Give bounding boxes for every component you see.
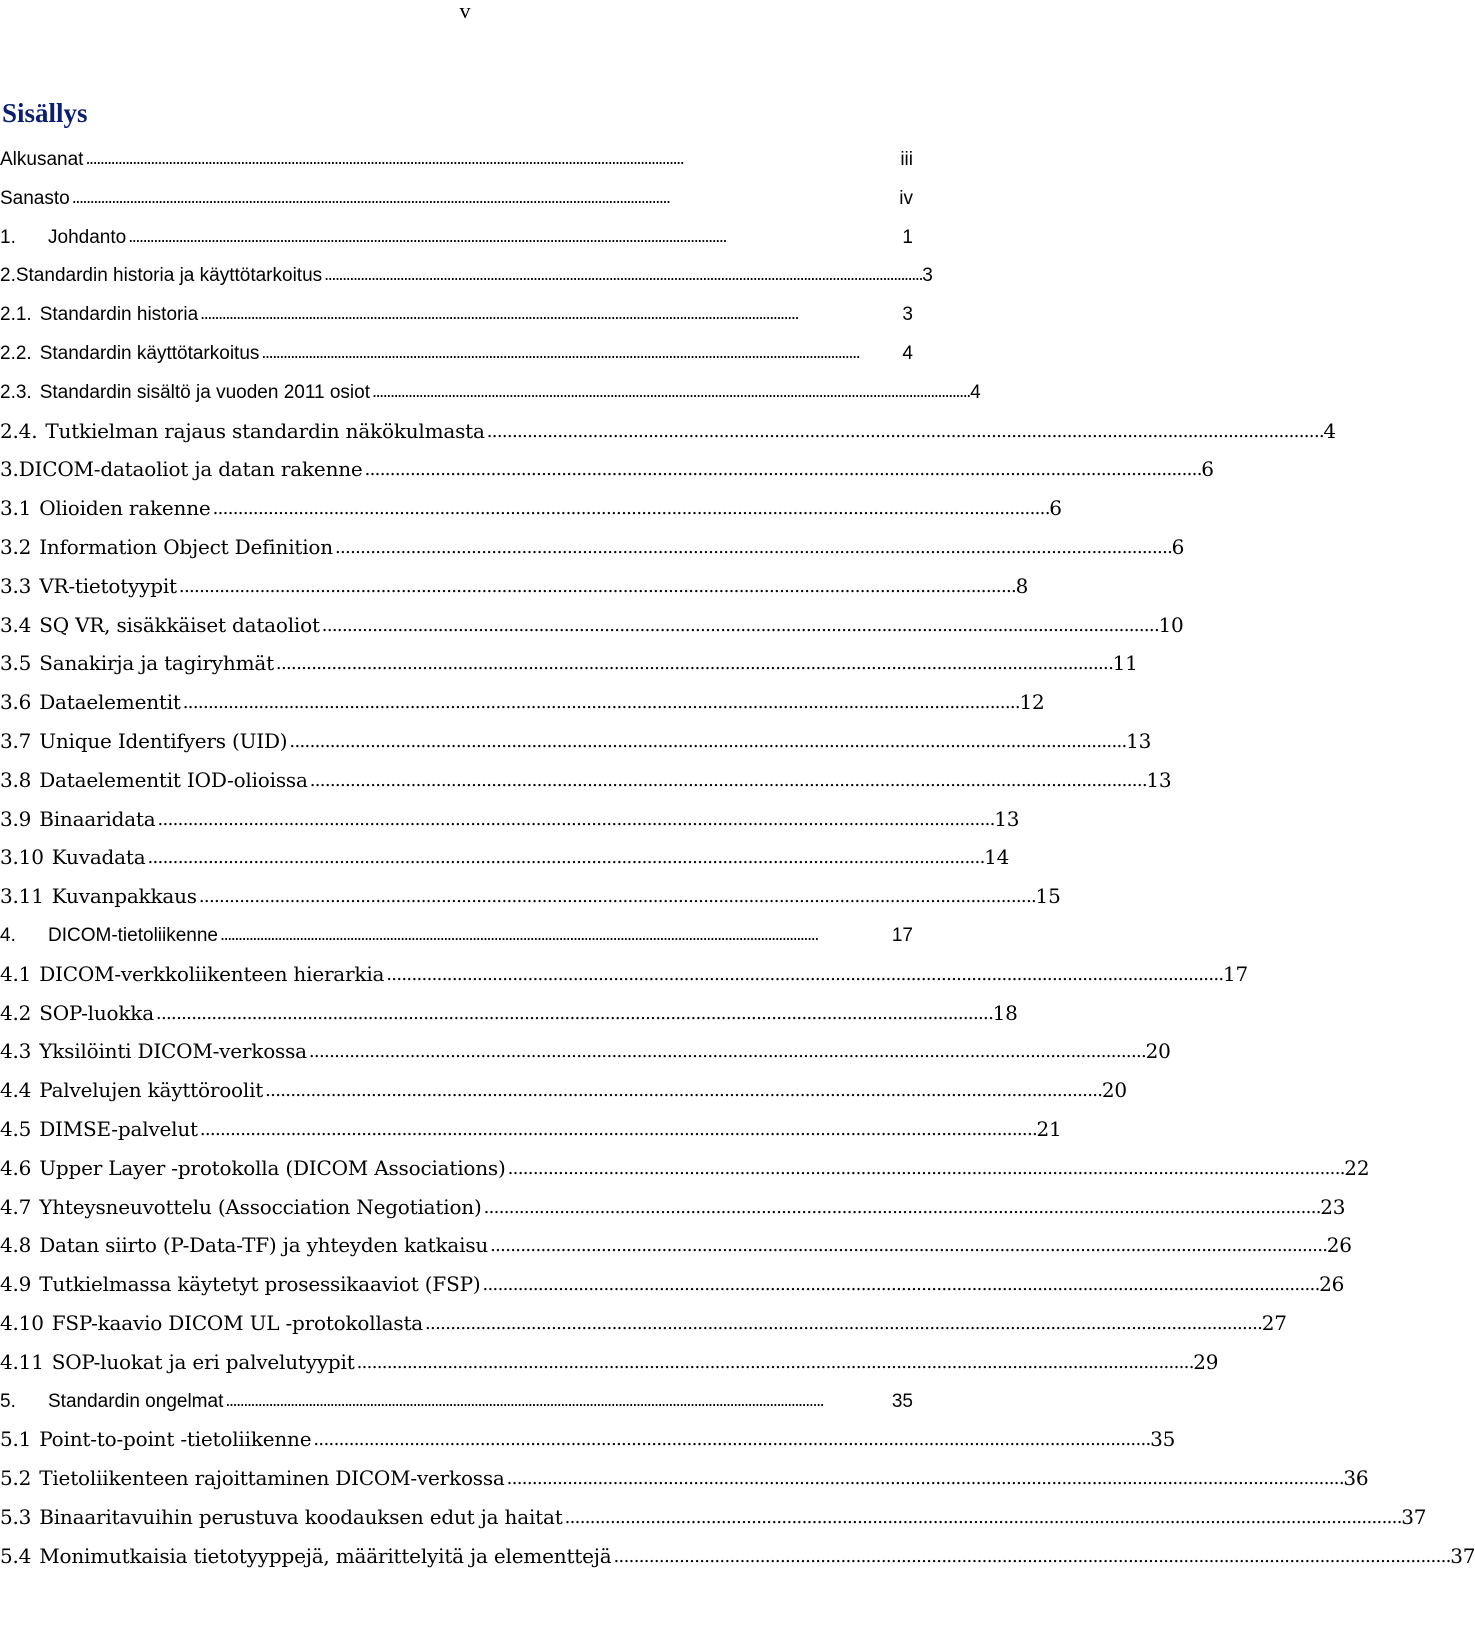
toc-entry-page: 37: [1401, 1504, 1427, 1529]
toc-entry[interactable]: [0, 299, 913, 338]
toc-entry-number: 2.2.: [0, 342, 32, 364]
toc-dot-leader: [147, 841, 982, 873]
toc-entry[interactable]: [0, 338, 913, 377]
toc-entry-label: Sanakirja ja tagiryhmät: [39, 651, 274, 676]
toc-entry-label: Point-to-point -tietoliikenne: [39, 1427, 312, 1452]
toc-dot-leader: [220, 919, 890, 950]
toc-entry-label: DICOM-dataoliot ja datan rakenne: [18, 457, 363, 482]
toc-entry-label: DICOM-verkkoliikenteen hierarkia: [39, 961, 385, 986]
toc-entry[interactable]: [0, 532, 1185, 571]
toc-entry-number: 3.6: [0, 690, 32, 715]
toc-entry[interactable]: [0, 765, 1172, 804]
toc-dot-leader: [365, 453, 1200, 485]
toc-entry-page: 13: [1146, 767, 1172, 792]
toc-entry[interactable]: [0, 416, 1336, 455]
toc-dot-leader: [225, 1385, 890, 1416]
toc-dot-leader: [313, 1423, 1148, 1455]
toc-entry-label: Dataelementit IOD-olioissa: [39, 767, 308, 792]
toc-entry-number: 3.9: [0, 806, 32, 831]
toc-entry[interactable]: [0, 998, 1018, 1037]
toc-entry-number: 3.8: [0, 767, 32, 792]
toc-entry-label: VR-tietotyypit: [39, 573, 177, 598]
toc-entry[interactable]: [0, 1502, 1427, 1541]
toc-entry-label: Tietoliikenteen rajoittaminen DICOM-verkossa: [39, 1466, 505, 1491]
page-number: v: [459, 0, 471, 23]
toc-entry-page: 3: [902, 304, 913, 326]
toc-entry[interactable]: [0, 571, 1029, 610]
toc-dot-leader: [200, 298, 900, 329]
toc-entry-page: 26: [1319, 1272, 1345, 1297]
toc-entry-label: Tutkielman rajaus standardin näkökulmasta: [45, 418, 485, 443]
toc-dot-leader: [276, 647, 1111, 679]
toc-dot-leader: [322, 609, 1157, 641]
toc-entry-number: 3.3: [0, 573, 32, 598]
toc-entry-label: SOP-luokka: [39, 1000, 154, 1025]
toc-entry-label: Standardin ongelmat: [48, 1390, 224, 1412]
toc-dot-leader: [425, 1307, 1260, 1339]
toc-entry-page: 27: [1261, 1310, 1287, 1335]
toc-entry[interactable]: [0, 377, 981, 416]
toc-dot-leader: [357, 1346, 1192, 1378]
toc-entry[interactable]: [0, 222, 913, 261]
toc-dot-leader: [565, 1501, 1400, 1533]
toc-entry-label: Yksilöinti DICOM-verkossa: [39, 1039, 307, 1064]
toc-entry[interactable]: [0, 726, 1152, 765]
toc-entry-number: 5.1: [0, 1427, 32, 1452]
toc-entry-page: 4: [970, 381, 981, 403]
toc-entry-label: Yhteysneuvottelu (Assocciation Negotiation): [39, 1194, 482, 1219]
toc-dot-leader: [487, 415, 1322, 447]
toc-dot-leader: [183, 686, 1018, 718]
toc-entry-number: 4.9: [0, 1272, 32, 1297]
toc-entry-page: 13: [1126, 728, 1152, 753]
toc-entry[interactable]: [0, 1424, 1176, 1463]
toc-entry[interactable]: [0, 959, 1248, 998]
toc-entry-label: Dataelementit: [39, 690, 181, 715]
toc-entry-label: Sanasto: [0, 187, 70, 209]
toc-entry-page: 4: [902, 342, 913, 364]
toc-entry-page: 35: [1150, 1427, 1176, 1452]
toc-entry-label: Johdanto: [48, 226, 127, 248]
toc-entry-number: 1.: [0, 226, 16, 248]
toc-entry-label: Binaaritavuihin perustuva koodauksen edut ja haitat: [39, 1504, 563, 1529]
toc-entry-number: 3.11: [0, 884, 44, 909]
toc-entry[interactable]: [0, 1075, 1127, 1114]
toc-entry-page: 17: [1222, 961, 1248, 986]
toc-dot-leader: [335, 531, 1170, 563]
toc-entry-page: 14: [984, 845, 1010, 870]
toc-entry[interactable]: [0, 687, 1045, 726]
toc-entry[interactable]: [0, 610, 1184, 649]
toc-entry-page: 26: [1326, 1233, 1352, 1258]
toc-dot-leader: [372, 376, 968, 407]
toc-dot-leader: [482, 1268, 1317, 1300]
toc-title: Sisällys: [2, 98, 88, 128]
toc-entry-label: Standardin historia: [39, 304, 199, 326]
toc-entry[interactable]: [0, 1114, 1062, 1153]
toc-entry[interactable]: [0, 183, 913, 222]
toc-dot-leader: [614, 1540, 1449, 1572]
table-of-contents: [0, 144, 1475, 1579]
toc-entry[interactable]: [0, 842, 1010, 881]
toc-entry-number: 3.2: [0, 534, 32, 559]
toc-entry-label: Datan siirto (P-Data-TF) ja yhteyden katkaisu: [39, 1233, 489, 1258]
toc-dot-leader: [261, 337, 900, 368]
toc-entry-label: Upper Layer -protokolla (DICOM Associations): [39, 1155, 506, 1180]
toc-entry[interactable]: [0, 1153, 1370, 1192]
toc-entry-label: Olioiden rakenne: [39, 496, 211, 521]
toc-entry-label: Information Object Definition: [39, 534, 333, 559]
toc-entry-page: 20: [1145, 1039, 1171, 1064]
toc-entry[interactable]: [0, 1541, 1475, 1580]
toc-dot-leader: [324, 259, 920, 290]
toc-entry-number: 2.: [0, 265, 16, 287]
toc-entry-number: 4.6: [0, 1155, 32, 1180]
toc-dot-leader: [199, 880, 1034, 912]
toc-entry[interactable]: [0, 493, 1062, 532]
toc-dot-leader: [200, 1113, 1035, 1145]
toc-entry-page: 4: [1323, 418, 1336, 443]
toc-entry-page: 10: [1158, 612, 1184, 637]
toc-entry[interactable]: [0, 260, 933, 299]
toc-dot-leader: [490, 1229, 1325, 1261]
toc-entry-label: SOP-luokat ja eri palvelutyypit: [51, 1349, 355, 1374]
toc-entry-label: Tutkielmassa käytetyt prosessikaaviot (FSP): [39, 1272, 481, 1297]
toc-entry-page: iv: [899, 187, 913, 209]
toc-entry[interactable]: [0, 920, 913, 959]
toc-dot-leader: [309, 1035, 1144, 1067]
toc-entry-number: 2.4.: [0, 418, 38, 443]
toc-entry-page: 12: [1019, 690, 1045, 715]
toc-entry-number: 5.: [0, 1390, 16, 1412]
toc-entry-number: 4.: [0, 924, 16, 946]
toc-entry-number: 3.5: [0, 651, 32, 676]
toc-entry-label: Alkusanat: [0, 149, 84, 170]
toc-entry-page: 20: [1101, 1078, 1127, 1103]
toc-entry-number: 4.8: [0, 1233, 32, 1258]
toc-entry-page: iii: [900, 149, 913, 170]
toc-dot-leader: [179, 570, 1014, 602]
toc-entry[interactable]: [0, 454, 1214, 493]
toc-dot-leader: [158, 803, 993, 835]
toc-entry-label: SQ VR, sisäkkäiset dataoliot: [39, 612, 320, 637]
toc-entry-number: 3.: [0, 457, 19, 482]
toc-entry-page: 8: [1015, 573, 1029, 598]
toc-entry-label: Monimutkaisia tietotyyppejä, määrittelyitä ja elementtejä: [39, 1543, 612, 1568]
toc-entry-page: 18: [992, 1000, 1018, 1025]
toc-entry-number: 3.10: [0, 845, 44, 870]
toc-entry[interactable]: [0, 1230, 1352, 1269]
toc-entry[interactable]: [0, 1192, 1346, 1231]
toc-entry-number: 4.2: [0, 1000, 32, 1025]
toc-dot-leader: [265, 1074, 1100, 1106]
toc-entry-number: 4.1: [0, 961, 32, 986]
toc-entry[interactable]: [0, 1386, 913, 1425]
toc-entry-page: 6: [1171, 534, 1185, 559]
toc-entry-number: 5.3: [0, 1504, 32, 1529]
toc-dot-leader: [507, 1462, 1342, 1494]
toc-entry-label: Standardin käyttötarkoitus: [39, 342, 260, 364]
toc-entry[interactable]: [0, 1347, 1219, 1386]
toc-entry-label: Kuvadata: [51, 845, 146, 870]
toc-entry-label: Binaaridata: [39, 806, 156, 831]
toc-dot-leader: [72, 182, 898, 213]
toc-dot-leader: [156, 997, 991, 1029]
toc-entry-label: DICOM-tietoliikenne: [48, 924, 218, 946]
toc-entry-page: 37: [1450, 1543, 1475, 1568]
toc-entry-page: 1: [902, 226, 913, 248]
toc-entry-label: DIMSE-palvelut: [39, 1116, 198, 1141]
toc-entry[interactable]: [0, 648, 1138, 687]
toc-entry-number: 3.7: [0, 728, 32, 753]
toc-entry-page: 15: [1035, 884, 1061, 909]
toc-entry[interactable]: [0, 1308, 1287, 1347]
toc-entry[interactable]: [0, 1036, 1171, 1075]
toc-entry-page: 11: [1112, 651, 1138, 676]
toc-entry-number: 4.11: [0, 1349, 44, 1374]
toc-entry-label: Standardin sisältö ja vuoden 2011 osiot: [39, 381, 370, 403]
toc-entry-label: Palvelujen käyttöroolit: [39, 1078, 264, 1103]
toc-entry-page: 22: [1344, 1155, 1370, 1180]
toc-entry-number: 5.4: [0, 1543, 32, 1568]
toc-dot-leader: [213, 492, 1048, 524]
toc-entry-number: 2.3.: [0, 381, 32, 403]
toc-entry-label: Unique Identifyers (UID): [39, 728, 288, 753]
toc-entry[interactable]: [0, 804, 1020, 843]
toc-entry-label: Kuvanpakkaus: [51, 884, 197, 909]
toc-entry-page: 6: [1201, 457, 1214, 482]
toc-entry-number: 4.4: [0, 1078, 32, 1103]
toc-dot-leader: [289, 725, 1124, 757]
toc-entry[interactable]: [0, 1463, 1369, 1502]
toc-entry-page: 17: [891, 924, 913, 946]
toc-entry[interactable]: [0, 1269, 1345, 1308]
toc-dot-leader: [508, 1152, 1343, 1184]
toc-entry-page: 21: [1036, 1116, 1062, 1141]
toc-entry-number: 2.1.: [0, 304, 32, 326]
toc-entry-page: 35: [891, 1390, 913, 1412]
toc-entry-page: 23: [1320, 1194, 1346, 1219]
toc-entry-number: 4.10: [0, 1310, 44, 1335]
toc-entry[interactable]: [0, 881, 1061, 920]
toc-dot-leader: [484, 1191, 1319, 1223]
toc-entry-number: 3.1: [0, 496, 32, 521]
toc-entry-number: 4.7: [0, 1194, 32, 1219]
toc-entry-page: 6: [1049, 496, 1062, 521]
toc-dot-leader: [128, 221, 900, 252]
toc-entry-number: 3.4: [0, 612, 32, 637]
toc-entry-number: 4.5: [0, 1116, 32, 1141]
toc-dot-leader: [85, 143, 898, 174]
toc-dot-leader: [310, 764, 1145, 796]
toc-entry-page: 29: [1193, 1349, 1219, 1374]
toc-entry-label: Standardin historia ja käyttötarkoitus: [15, 265, 323, 287]
toc-entry-page: 3: [922, 265, 933, 287]
toc-entry-number: 4.3: [0, 1039, 32, 1064]
toc-entry-page: 13: [994, 806, 1020, 831]
toc-entry-number: 5.2: [0, 1466, 32, 1491]
toc-entry-label: FSP-kaavio DICOM UL -protokollasta: [51, 1310, 424, 1335]
toc-entry[interactable]: [0, 144, 913, 183]
toc-dot-leader: [386, 958, 1221, 990]
toc-entry-page: 36: [1343, 1466, 1369, 1491]
